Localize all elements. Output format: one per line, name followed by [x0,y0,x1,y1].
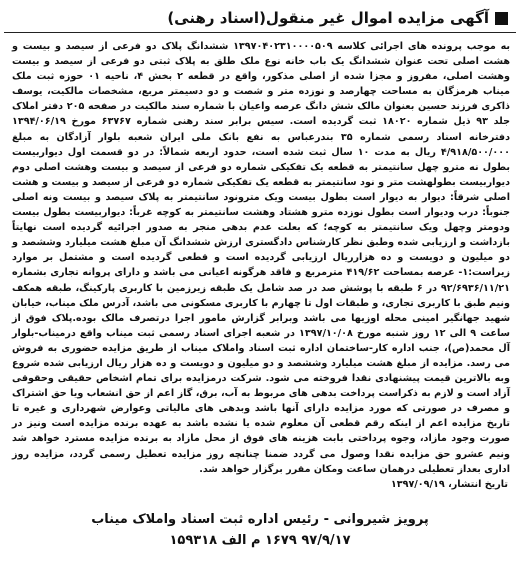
bullet-square-icon [495,12,508,25]
publication-date: تاریخ انتشار، ۱۳۹۷/۰۹/۱۹ [390,478,508,490]
auction-notice [4,4,516,572]
notice-title: آگهی مزایده اموال غیر منقول(اسناد رهنی) [167,9,489,27]
notice-body: به موجب پرونده های اجرائی کلاسه ۱۳۹۷۰۴۰۲۳۱۰۰۰۰۵۰۹ ششدانگ پلاک دو فرعی از سیصد و بیست و هشت اصلی تحت عنوان ششدانگ یک باب خانه نوع ملک طلق به پلاک ثبتی دو فرعی از سیصد و بیست وهشت اصلی، مفروز و مجزا شده از اصلی مذکور، واقع در قطعه ۲ بخش ۴، ناحیه ۰۱ حوزه ثبت ملک میناب هرمزگان به مساحت چهارصد و نوزده متر و شصت و دو دسیمتر مربع، مشخصات مالکیت، یوسف ذاکری فرزند حسین بعنوان مالک شش دانگ عرصه واعیان با شماره سند مالکیت در صفحه ۲۰۵ دفتر املاک جلد ۹۳ ذیل شماره ۱۸۰۲۰ ثبت گردیده است. سیس برابر سند رهنی شماره ۶۳۷۶۷ مورخ ۱۳۹۴/۰۶/۱۹ دفترخانه اسناد رسمی شماره ۳۵ بندرعباس به نفع بانک ملی ایران شعبه بلوار آزادگان به مبلغ ۴/۹۱۸/۵۰۰/۰۰۰ ریال به مدت ۱۰ سال ثبت شده است، حدود اربعه شمالاً: در دو قسمت اول دیواربیست بطول نه مترو چهل سانتیمتر به قطعه یک تفکیکی شماره دو فرعی از سیصد و بیست وهشت اصلی دوم دیواربیست بطولهشت متر و نود سانتیمتر به قطعه یک تفکیکی شماره دو فرعی از سیصد و بیست و هشت اصلی شرقاً: دیوار به دیوار است بطول بیست ویک مترونود سانتیمتر به پلاک سیصد و بیست ونه اصلی جنوباً: درب ودیوار است بطول نوزده مترو هشتاد وهشت سانتیمتر به کوچه غرباً: دیواربیست بطول بیست ودومتر وچهل ویک سانتیمتر به کوچه؛ که بعلت عدم بدهی منجر به صدور اجرائیه گردیده است نهایتاً بازداشت و ارزیابی شده وطبق نظر کارشناس دادگستری ارزش ششدانگ آن مبلغ هشت میلیارد وششصد و دو میلیون و دویست و ده هزارریال ارزیابی گردیده است و قطعی گردیده است و مشتمل بر موارد زیراست:۱- عرصه بمساحت ۴۱۹/۶۲ مترمربع و فاقد هرگونه اعیانی می باشد و دارای پروانه تجاری بشماره ۹۲/۶۹۳۶/۱۱/۲۱ در ۶ طبقه با پوشش صد در صد شامل یک طبقه زیرزمین با کاربری پارکینگ، طبقه همکف ونیم طبق با کاربری تجاری، و طبقات اول تا چهارم با کاربری مسکونی می باشد، آدرس ملک میناب، خیابان شهید جهانگیر امینی محله اوزیها می باشد وبرابر گزارش مامور اجرا درتصرف مالک بوده.پلاک فوق از ساعت ۹ الی ۱۲ روز شنبه مورخ ۱۳۹۷/۱۰/۰۸ در شعبه اجرای اسناد رسمی ثبت میناب واقع درمیناب-بلوار آل محمد(ص)، جنب اداره کار-ساختمان اداره ثبت اسناد واملاک میناب از طریق مزایده حضوری به فروش می رسد. مزایده از مبلغ هشت میلیارد وششصد و دو میلیون و دویست و ده هزار ریال ارزیابی شده شروع وبه بالاترین قیمت پیشنهادی نقدا فروخته می شود. شرکت درمزایده برای تمام اشخاص حقیقی وحقوقی آزاد است و لازم به ذکراست پرداخت بدهی های مربوط به آب، برق، گاز اعم از حق انشعاب ویا حق اشتراک و مصرف در صورتی که مورد مزایده دارای آنها باشد وبدهی های مالیاتی وعوارض شهرداری و غیره تا تاریخ مزایده اعم از اینکه رقم قطعی آن معلوم شده یا نشده باشد به عهده برنده مزایده است ونیز در صورت وجود مازاد، وجوه پرداختی بابت هزینه های فوق از محل مازاد به برنده مزایده مسترد خواهد شد ونیم عشرو حق مزایده نقدا وصول می گردد ضمنا چنانچه روز مزایده تعطیل رسمی گردد، مزایده روز اداری بعداز تعطیلی درهمان ساعت ومکان مقرر برگزار خواهد شد. [12,41,511,475]
signer-line: پرویز شیروانی - رئیس اداره ثبت اسناد واملاک میناب [91,511,429,527]
reference-line: ۹۷/۹/۱۷ ۱۶۷۹ م الف ۱۵۹۳۱۸ [169,532,351,548]
notice-header [4,4,516,33]
